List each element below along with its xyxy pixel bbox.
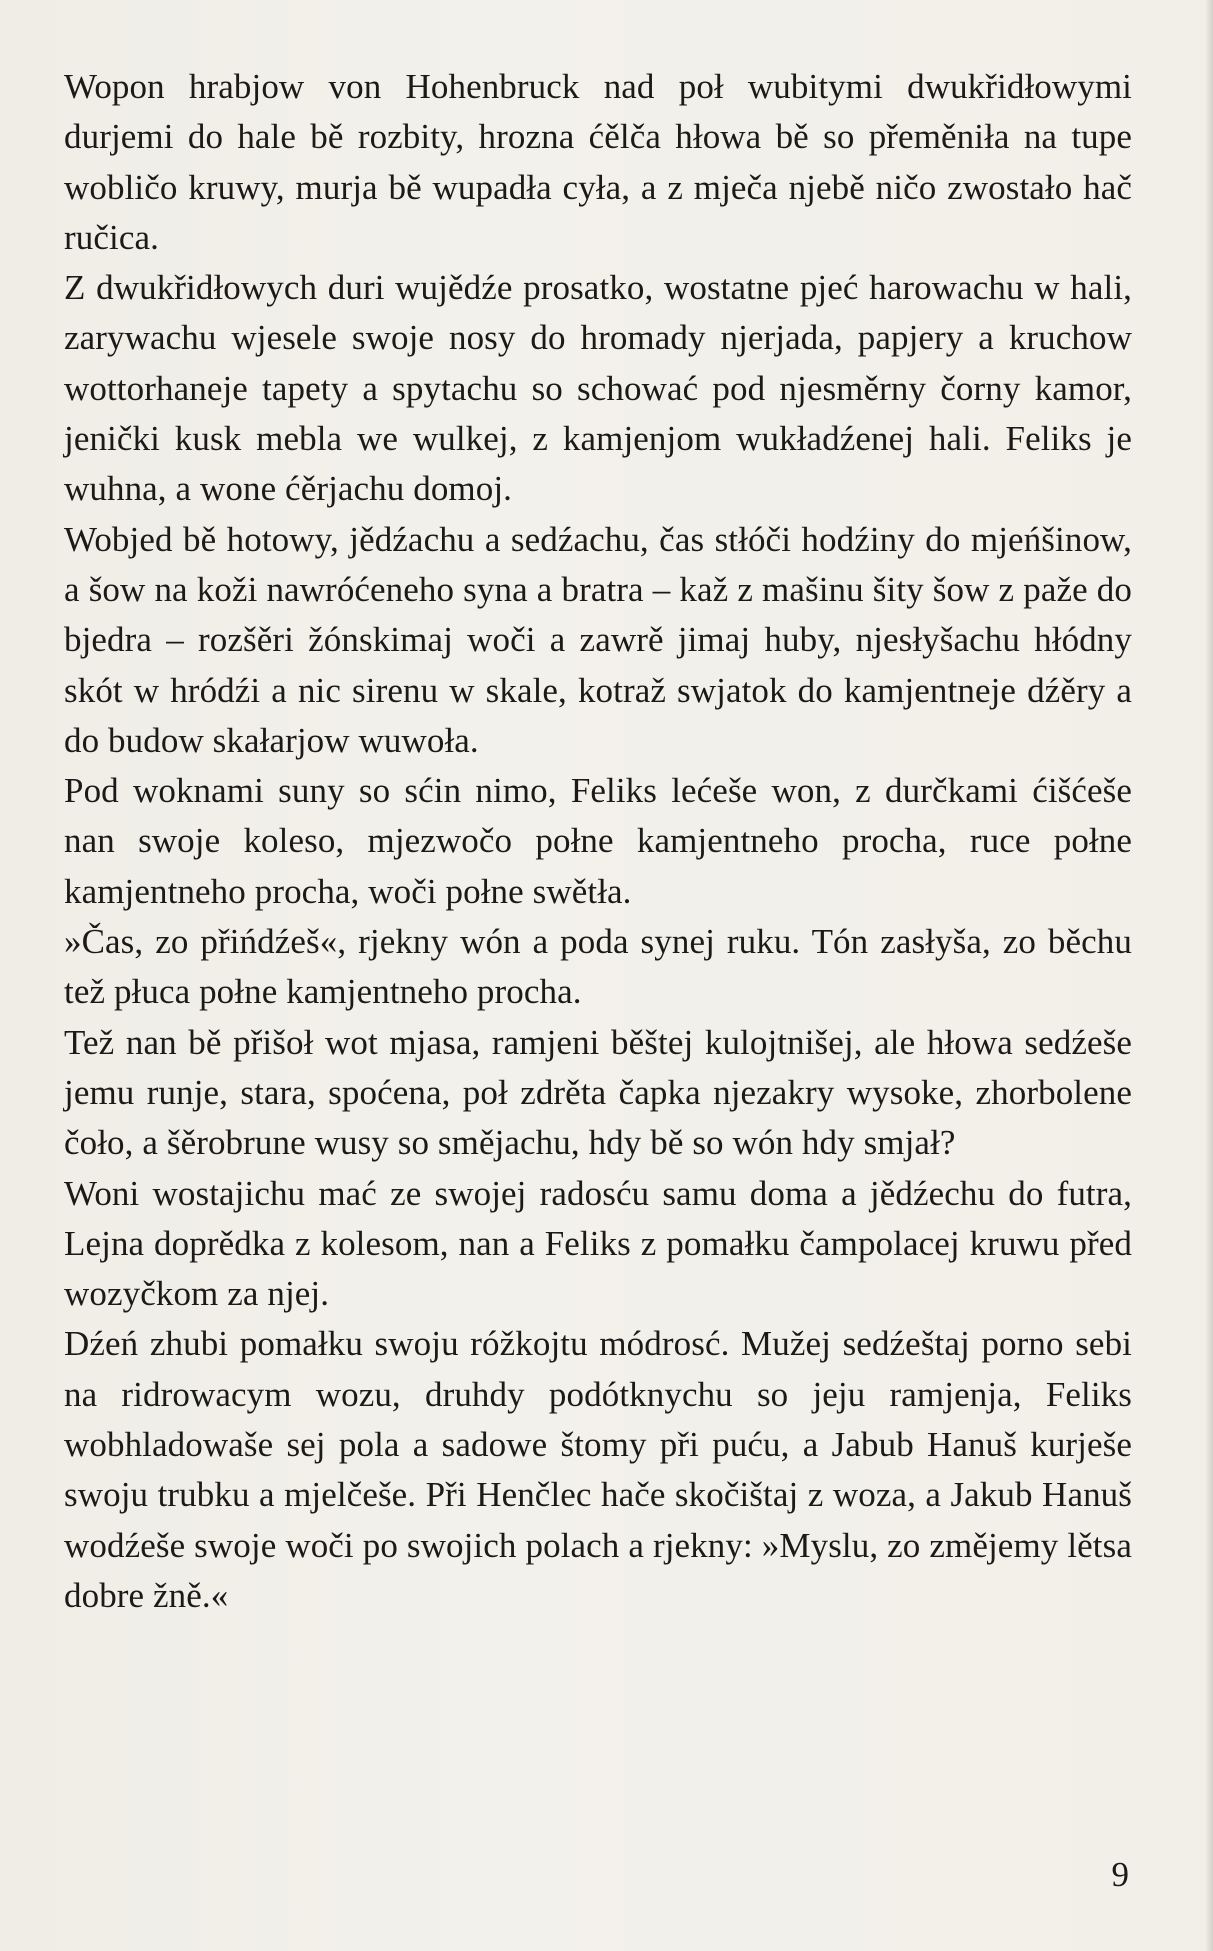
page-edge-shadow xyxy=(1205,0,1213,1951)
paragraph-3: Wobjed bě hotowy, jědźachu a sedźachu, čas stłóči hodźiny do mjeńšinow, a šow na koži nawróćeneho syna a bratra – kaž z mašinu šity šow z paže do bjedra – rozšěri žónskimaj woči a zawrě jimaj huby, njesłyšachu hłódny skót w hródźi a nic sirenu w skale, kotraž swjatok do kamjentneje dźěry a do budow skałarjow wuwoła. xyxy=(64,519,1132,760)
body-text xyxy=(64,62,1132,1621)
paragraph-6: Tež nan bě přišoł wot mjasa, ramjeni běštej kulojtnišej, ale hłowa sedźeše jemu runje, stara, spoćena, poł zdrěta čapka njezakry wysoke, zhorbolene čoło, a šěrobrune wusy so smějachu, hdy bě so wón hdy smjał? xyxy=(64,1022,1132,1163)
paragraph-2: Z dwukřidłowych duri wujědźe prosatko, wostatne pjeć harowachu w hali, zarywachu wjesele swoje nosy do hromady njerjada, papjery a kruchow wottorhaneje tapety a spytachu so schować pod njesměrny čorny kamor, jenički kusk mebla we wulkej, z kamjenjom wukładźenej hali. Feliks je wuhna, a wone ćěrjachu domoj. xyxy=(64,268,1132,509)
paragraph-7: Woni wostajichu mać ze swojej radosću samu doma a jědźechu do futra, Lejna doprědka z kolesom, nan a Feliks z pomałku čampolacej kruwu před wozyčkom za njej. xyxy=(64,1173,1132,1314)
paragraph-5: »Čas, zo přińdźeš«, rjekny wón a poda synej ruku. Tón zasłyša, zo běchu tež płuca połne kamjentneho procha. xyxy=(64,922,1132,1012)
paragraph-8: Dźeń zhubi pomałku swoju róžkojtu módrosć. Mužej sedźeštaj porno sebi na ridrowacym wozu, druhdy podótknychu so jeju ramjenja, Feliks wobhladowaše sej pola a sadowe štomy při puću, a Jabub Hanuš kurješe swoju trubku a mjelčeše. Při Henčlec hače skočištaj z woza, a Jakub Hanuš wodźeše swoje woči po swojich polach a rjekny: »Myslu, zo změjemy lětsa dobre žně.« xyxy=(64,1324,1132,1615)
paragraph-4: Pod woknami suny so sćin nimo, Feliks lećeše won, z durčkami ćišćeše nan swoje koleso, mjezwočo połne kamjentneho procha, ruce połne kamjentneho procha, woči połne swětła. xyxy=(64,771,1132,911)
paragraph-1: Wopon hrabjow von Hohenbruck nad poł wubitymi dwukřidłowymi durjemi do hale bě rozbity, hrozna ćělča hłowa bě so přeměniła na tupe wobličo kruwy, murja bě wupadła cyła, a z mječa njebě ničo zwostało hač ručica. xyxy=(64,67,1132,257)
page-number: 9 xyxy=(1111,1855,1129,1894)
